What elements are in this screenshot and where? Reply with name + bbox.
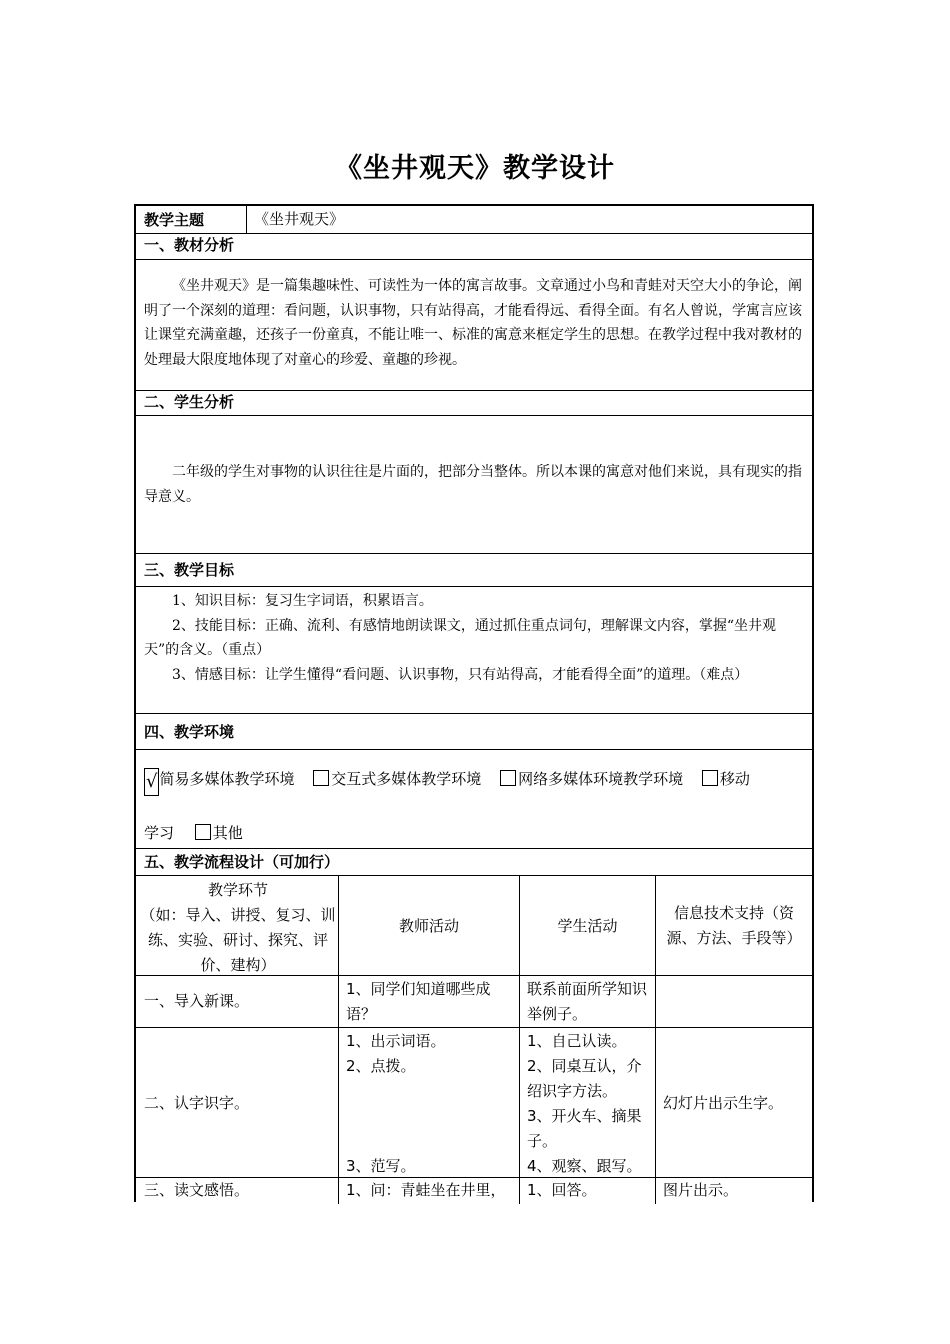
- goal-skill: 2、技能目标：正确、流利、有感情地朗读课文，通过抓住重点词句，理解课文内容，掌握“坐井观天”的含义。（重点）: [144, 617, 777, 658]
- teacher-cell: [346, 1029, 516, 1179]
- table-row: [136, 1028, 812, 1178]
- env-option-network: 网络多媒体环境教学环境: [518, 770, 684, 788]
- student-analysis: [136, 416, 812, 554]
- tech-cell: 幻灯片出示生字。: [663, 1094, 784, 1112]
- topic-row: [136, 206, 812, 234]
- col-stage-title: 教学环节: [207, 881, 268, 899]
- col-stage-header: [140, 878, 336, 978]
- table-row: [136, 1178, 812, 1204]
- teaching-goals: [136, 587, 812, 714]
- topic-value: 《坐井观天》: [254, 210, 345, 228]
- table-row: [136, 976, 812, 1028]
- col-teacher-header: 教师活动: [398, 917, 459, 935]
- checkbox-icon[interactable]: [313, 770, 329, 786]
- student-cell: 1、回答。: [527, 1181, 597, 1199]
- env-option-simple: 简易多媒体教学环境: [159, 770, 295, 788]
- teacher-step: 1、出示词语。: [346, 1032, 446, 1050]
- environment-options-line2: [144, 822, 243, 843]
- goal-knowledge: 1、知识目标：复习生字词语，积累语言。: [172, 593, 433, 609]
- teaching-environment: [136, 750, 812, 849]
- student-step: 4、观察、跟写。: [527, 1157, 642, 1175]
- page-title: 《坐井观天》教学设计: [335, 153, 615, 184]
- section-heading: 二、学生分析: [136, 391, 812, 416]
- teacher-cell: 1、同学们知道哪些成语？: [346, 980, 491, 1023]
- env-option-other: 其他: [212, 824, 243, 842]
- textbook-analysis-text: 《坐井观天》是一篇集趣味性、可读性为一体的寓言故事。文章通过小鸟和青蛙对天空大小的争论，阐明了一个深刻的道理：看问题，认识事物，只有站得高，才能看得远、看得全面。有名人曾说，学寓言应该让课堂充满童趣，还孩子一份童真，不能让唯一、标准的寓意来框定学生的思想。在教学过程中我对教材的处理最大限度地体现了对童心的珍爱、童趣的珍视。: [144, 278, 802, 368]
- env-option-mobile: 移动: [719, 770, 750, 788]
- teacher-cell: 1、问：青蛙坐在井里，: [346, 1181, 506, 1199]
- section-heading: 三、教学目标: [136, 554, 812, 587]
- section-heading: 五、教学流程设计（可加行）: [136, 849, 812, 876]
- checkbox-icon[interactable]: [500, 770, 516, 786]
- checkmark-icon[interactable]: √: [144, 768, 159, 796]
- flow-header-row: [136, 876, 812, 976]
- col-tech-header: 信息技术支持（资源、方法、手段等）: [666, 904, 802, 947]
- textbook-analysis: [136, 260, 812, 391]
- teacher-step: 3、范写。: [346, 1157, 416, 1175]
- env-option-mobile-cont: 学习: [144, 824, 175, 842]
- topic-label: 教学主题: [144, 211, 205, 229]
- col-stage-note: （如：导入、讲授、复习、训练、实验、研讨、探究、评价、建构）: [140, 906, 336, 974]
- env-option-interactive: 交互式多媒体教学环境: [331, 770, 482, 788]
- section-heading: 一、教材分析: [136, 234, 812, 260]
- stage-cell: 三、读文感悟。: [144, 1181, 250, 1199]
- checkbox-icon[interactable]: [195, 824, 211, 840]
- student-cell: 联系前面所学知识举例子。: [527, 980, 648, 1023]
- col-student-header: 学生活动: [557, 917, 618, 935]
- stage-cell: 一、导入新课。: [144, 992, 250, 1010]
- checkbox-icon[interactable]: [702, 770, 718, 786]
- student-step: 2、同桌互认，介绍识字方法。: [527, 1057, 642, 1100]
- student-cell: [527, 1029, 652, 1179]
- student-step: 1、自己认读。: [527, 1032, 627, 1050]
- teacher-step: 2、点拨。: [346, 1057, 416, 1075]
- environment-options-line1: [144, 768, 750, 796]
- section-heading: 四、教学环境: [136, 714, 812, 750]
- student-step: 3、开火车、摘果子。: [527, 1107, 642, 1150]
- tech-cell: 图片出示。: [663, 1181, 739, 1199]
- goal-emotion: 3、情感目标：让学生懂得“看问题、认识事物，只有站得高，才能看得全面”的道理。（难点）: [172, 666, 749, 683]
- student-analysis-text: 二年级的学生对事物的认识往往是片面的，把部分当整体。所以本课的寓意对他们来说，具有现实的指导意义。: [144, 464, 802, 505]
- stage-cell: 二、认字识字。: [144, 1094, 250, 1112]
- lesson-plan-table: [134, 204, 814, 1202]
